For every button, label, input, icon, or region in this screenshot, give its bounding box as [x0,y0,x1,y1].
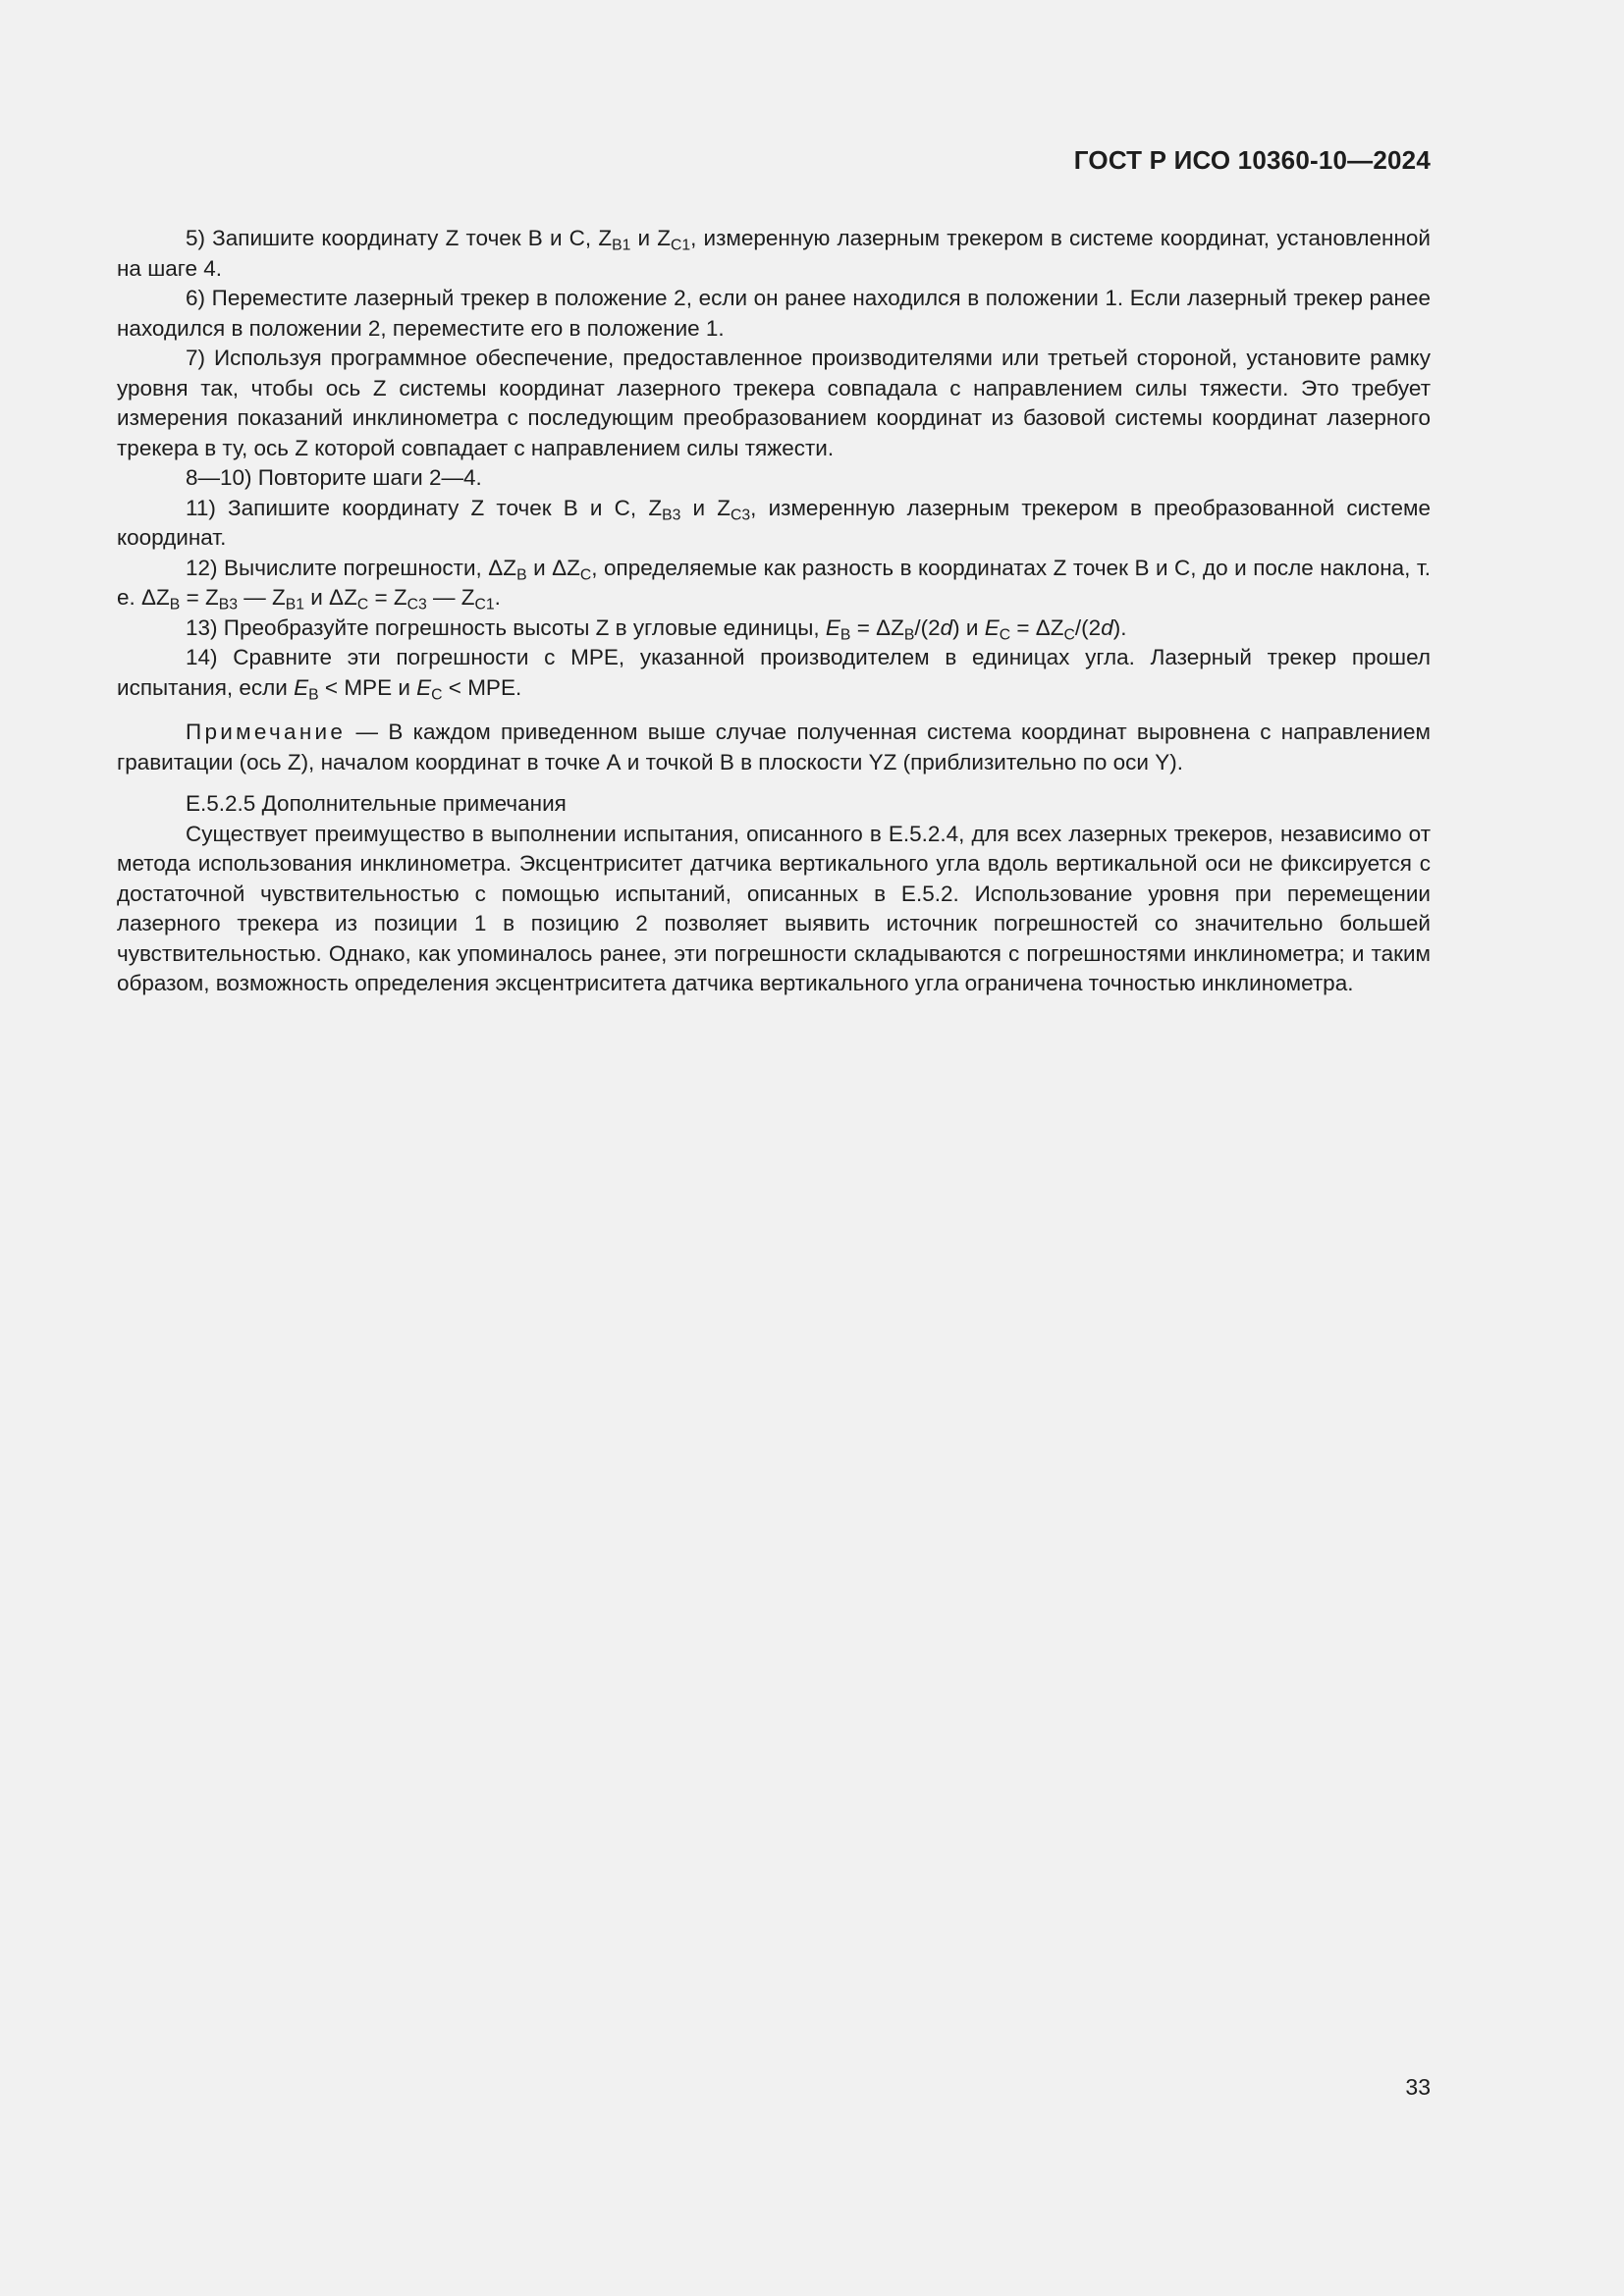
section-body: Существует преимущество в выполнении испытания, описанного в Е.5.2.4, для всех лазерных трекеров, независимо от метода использования инклинометра. Эксцентриситет датчика вертикального угла вдоль вертикальной оси не фиксируется с достаточной чувствительностью с помощью испытаний, описанных в Е.5.2. Использование уровня при перемещении лазерного трекера из позиции 1 в позицию 2 позволяет выявить источник погрешностей со значительно большей чувствительностью. Однако, как упоминалось ранее, эти погрешности складываются с погрешностями инклинометра; и таким образом, возможность определения эксцентриситета датчика вертикального угла ограничена точностью инклинометра. [117,821,1431,995]
section-heading: Е.5.2.5 Дополнительные примечания [186,791,567,816]
page-number: 33 [1405,2074,1431,2100]
step-14: 14) Сравните эти погрешности с MPE, указанной производителем в единицах угла. Лазерный трекер прошел испытания, если $E_B$ < MPE и $E_C$ < MPE. [117,645,1431,704]
page-body [117,224,1431,999]
step-13: 13) Преобразуйте погрешность высоты Z в угловые единицы, $E_B = \Delta Z_B/(2d)$ и $E_C = \Delta Z_C/(2d)$. [186,614,1127,644]
step-8-10: 8—10) Повторите шаги 2—4. [186,465,482,490]
step-6: 6) Переместите лазерный трекер в положение 2, если он ранее находился в положении 1. Если лазерный трекер ранее находился в положении 2, переместите его в положение 1. [117,286,1431,341]
spacer [117,777,1431,789]
note-label: Примечание [186,720,347,744]
step-5: 5) Запишите координату Z точек В и С, $Z_{B1}$ и $Z_{C1}$, измеренную лазерным трекером в системе координат, установленной на шаге 4. [117,226,1431,281]
note-paragraph: Примечание — В каждом приведенном выше случае полученная система координат выровнена с направлением гравитации (ось Z), началом координат в точке А и точкой В в плоскости YZ (приблизительно по оси Y). [117,720,1431,774]
step-7: 7) Используя программное обеспечение, предоставленное производителями или третьей стороной, установите рамку уровня так, чтобы ось Z системы координат лазерного трекера совпадала с направлением силы тяжести. Это требует измерения показаний инклинометра с последующим преобразованием координат из базовой системы координат лазерного трекера в ту, ось Z которой совпадает с направлением силы тяжести. [117,346,1431,460]
document-id-header: ГОСТ Р ИСО 10360-10—2024 [1073,145,1431,175]
spacer [117,703,1431,718]
step-12: 12) Вычислите погрешности, $\Delta Z_B$ и $\Delta Z_C$, определяемые как разность в координатах Z точек В и С, до и после наклона, т. е. $\Delta Z_B = Z_{B3}$ — $Z_{B1}$ и $\Delta Z_C = Z_{C3}$ — $Z_{C1}$. [117,555,1431,614]
step-11: 11) Запишите координату Z точек В и С, $Z_{B3}$ и $Z_{C3}$, измеренную лазерным трекером в преобразованной системе координат. [117,495,1431,550]
